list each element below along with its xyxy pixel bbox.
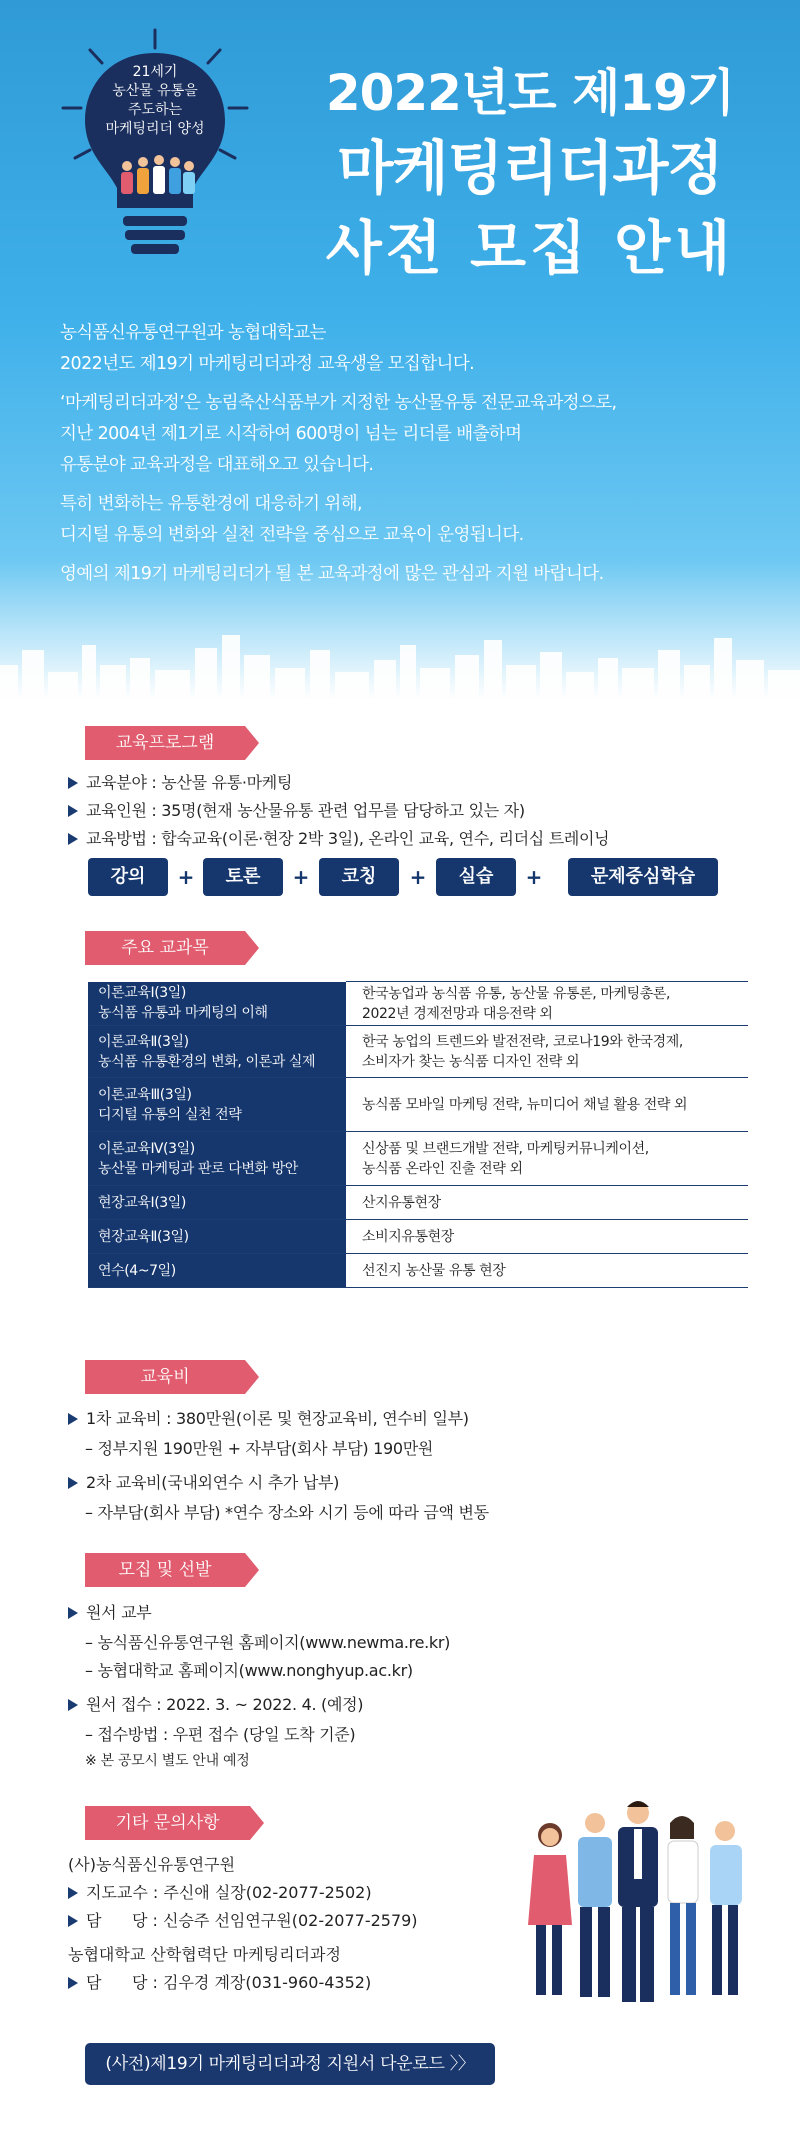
download-application-button[interactable]: (사전)제19기 마케팅리더과정 지원서 다운로드 〉〉 (85, 2043, 495, 2085)
contact-text: 담 당 : 김우경 계장(031-960-4352) (86, 1973, 372, 1992)
recruit-sub: – 농협대학교 홈페이지(www.nonghyup.ac.kr) (85, 1661, 413, 1680)
fee-text: 1차 교육비 : 380만원(이론 및 현장교육비, 연수비 일부) (86, 1409, 469, 1428)
course-name: 이론교육Ⅱ(3일) 농식품 유통환경의 변화, 이론과 실제 (88, 1026, 346, 1078)
hero-banner (0, 0, 800, 700)
course-name: 현장교육Ⅱ(3일) (88, 1220, 346, 1254)
program-item-text: 교육분야 : 농산물 유통·마케팅 (86, 773, 293, 792)
contact-line (68, 1908, 418, 1931)
intro-line: 2022년도 제19기 마케팅리더과정 교육생을 모집합니다. (60, 354, 475, 374)
arrow-icon (68, 833, 78, 845)
course-name: 연수(4~7일) (88, 1254, 346, 1288)
recruit-note: ※ 본 공모시 별도 안내 예정 (85, 1753, 250, 1769)
lightbulb-illustration (55, 28, 255, 278)
contact-line (68, 1880, 372, 1903)
course-name: 이론교육Ⅲ(3일) 디지털 유통의 실천 전략 (88, 1078, 346, 1132)
method-boxes (88, 858, 718, 896)
course-detail: 선진지 농산물 유통 현장 (346, 1254, 748, 1288)
slogan-line: 농산물 유통을 (112, 83, 198, 99)
intro-line: 농식품신유통연구원과 농협대학교는 (60, 323, 326, 343)
section-tag-program: 교육프로그램 (85, 726, 245, 760)
method-lecture: 강의 (88, 858, 168, 896)
arrow-icon (68, 777, 78, 789)
course-name: 이론교육Ⅳ(3일) 농산물 마케팅과 판로 다변화 방안 (88, 1132, 346, 1186)
arrow-icon (68, 805, 78, 817)
title-line-2: 마케팅리더과정 (337, 134, 723, 202)
contact-org: 농협대학교 산학협력단 마케팅리더과정 (68, 1945, 341, 1964)
city-skyline-icon (0, 610, 800, 700)
title-line-3: 사전 모집 안내 (325, 214, 735, 282)
section-tag-courses: 주요 교과목 (85, 931, 245, 965)
table-row (88, 1026, 748, 1078)
table-row (88, 1220, 748, 1254)
fee-sub: – 자부담(회사 부담) *연수 장소와 시기 등에 따라 금액 변동 (85, 1503, 489, 1522)
program-item-text: 교육방법 : 합숙교육(이론·현장 2박 3일), 온라인 교육, 연수, 리더십 트레이닝 (86, 829, 610, 848)
plus-icon: + (292, 865, 310, 889)
slogan-line: 21세기 (132, 64, 178, 80)
course-detail: 한국농업과 농식품 유통, 농산물 유통론, 마케팅총론, 2022년 경제전망과 대응전략 외 (346, 982, 748, 1026)
section-tag-recruit: 모집 및 선발 (85, 1553, 245, 1587)
contact-text: 지도교수 : 주신애 실장(02-2077-2502) (86, 1883, 372, 1902)
bulb-slogan (93, 63, 217, 139)
program-item-text: 교육인원 : 35명(현재 농산물유통 관련 업무를 담당하고 있는 자) (86, 801, 525, 820)
method-pbl: 문제중심학습 (568, 858, 718, 896)
course-detail: 한국 농업의 트렌드와 발전전략, 코로나19와 한국경제, 소비자가 찾는 농식품 디자인 전략 외 (346, 1026, 748, 1078)
table-row (88, 1132, 748, 1186)
table-row (88, 1186, 748, 1220)
method-discussion: 토론 (203, 858, 283, 896)
slogan-line: 마케팅리더 양성 (105, 121, 205, 137)
contact-org: (사)농식품신유통연구원 (68, 1855, 236, 1874)
plus-icon: + (177, 865, 195, 889)
intro-line: 디지털 유통의 변화와 실천 전략을 중심으로 교육이 운영됩니다. (60, 525, 524, 545)
fee-line (68, 1470, 339, 1493)
plus-icon: + (409, 865, 427, 889)
recruit-line (68, 1600, 151, 1623)
recruit-sub: – 농식품신유통연구원 홈페이지(www.newma.re.kr) (85, 1633, 451, 1652)
method-coaching: 코칭 (319, 858, 399, 896)
intro-line: 지난 2004년 제1기로 시작하여 600명이 넘는 리더를 배출하며 (60, 424, 522, 444)
table-row (88, 1254, 748, 1288)
section-tag-contact: 기타 문의사항 (85, 1806, 250, 1840)
course-detail: 소비지유통현장 (346, 1220, 748, 1254)
recruit-text: 원서 접수 : 2022. 3. ~ 2022. 4. (예정) (86, 1695, 364, 1714)
title-line-1: 2022년도 제19기 (325, 64, 735, 122)
arrow-icon (68, 1977, 78, 1989)
arrow-icon (68, 1607, 78, 1619)
fee-sub: – 정부지원 190만원 + 자부담(회사 부담) 190만원 (85, 1439, 434, 1458)
intro-line: 유통분야 교육과정을 대표해오고 있습니다. (60, 455, 374, 475)
program-item (68, 770, 292, 793)
program-item (68, 826, 609, 849)
arrow-icon (68, 1413, 78, 1425)
plus-icon: + (525, 865, 543, 889)
contact-text: 담 당 : 신승주 선임연구원(02-2077-2579) (86, 1911, 418, 1930)
method-practice: 실습 (436, 858, 516, 896)
intro-line: 특히 변화하는 유통환경에 대응하기 위해, (60, 494, 362, 514)
intro-text (60, 318, 760, 590)
course-table (88, 981, 748, 1288)
course-name: 현장교육Ⅰ(3일) (88, 1186, 346, 1220)
table-row (88, 982, 748, 1026)
fee-line (68, 1406, 469, 1429)
arrow-icon (68, 1915, 78, 1927)
page-title (290, 58, 770, 288)
intro-line: 영예의 제19기 마케팅리더가 될 본 교육과정에 많은 관심과 지원 바랍니다. (60, 564, 604, 584)
intro-line: ‘마케팅리더과정’은 농림축산식품부가 지정한 농산물유통 전문교육과정으로, (60, 393, 617, 413)
arrow-icon (68, 1887, 78, 1899)
arrow-icon (68, 1699, 78, 1711)
recruit-sub: – 접수방법 : 우편 접수 (당일 도착 기준) (85, 1725, 356, 1744)
contact-line (68, 1970, 371, 1993)
arrow-icon (68, 1477, 78, 1489)
course-name: 이론교육Ⅰ(3일) 농식품 유통과 마케팅의 이해 (88, 982, 346, 1026)
course-detail: 농식품 모바일 마케팅 전략, 뉴미디어 채널 활용 전략 외 (346, 1078, 748, 1132)
recruit-line (68, 1692, 363, 1715)
table-row (88, 1078, 748, 1132)
course-detail: 신상품 및 브랜드개발 전략, 마케팅커뮤니케이션, 농식품 온라인 진출 전략 외 (346, 1132, 748, 1186)
business-people-illustration (520, 1795, 760, 2025)
program-item (68, 798, 525, 821)
section-tag-fee: 교육비 (85, 1360, 245, 1394)
fee-text: 2차 교육비(국내외연수 시 추가 납부) (86, 1473, 340, 1492)
slogan-line: 주도하는 (127, 102, 183, 118)
recruit-text: 원서 교부 (86, 1603, 152, 1622)
course-detail: 산지유통현장 (346, 1186, 748, 1220)
